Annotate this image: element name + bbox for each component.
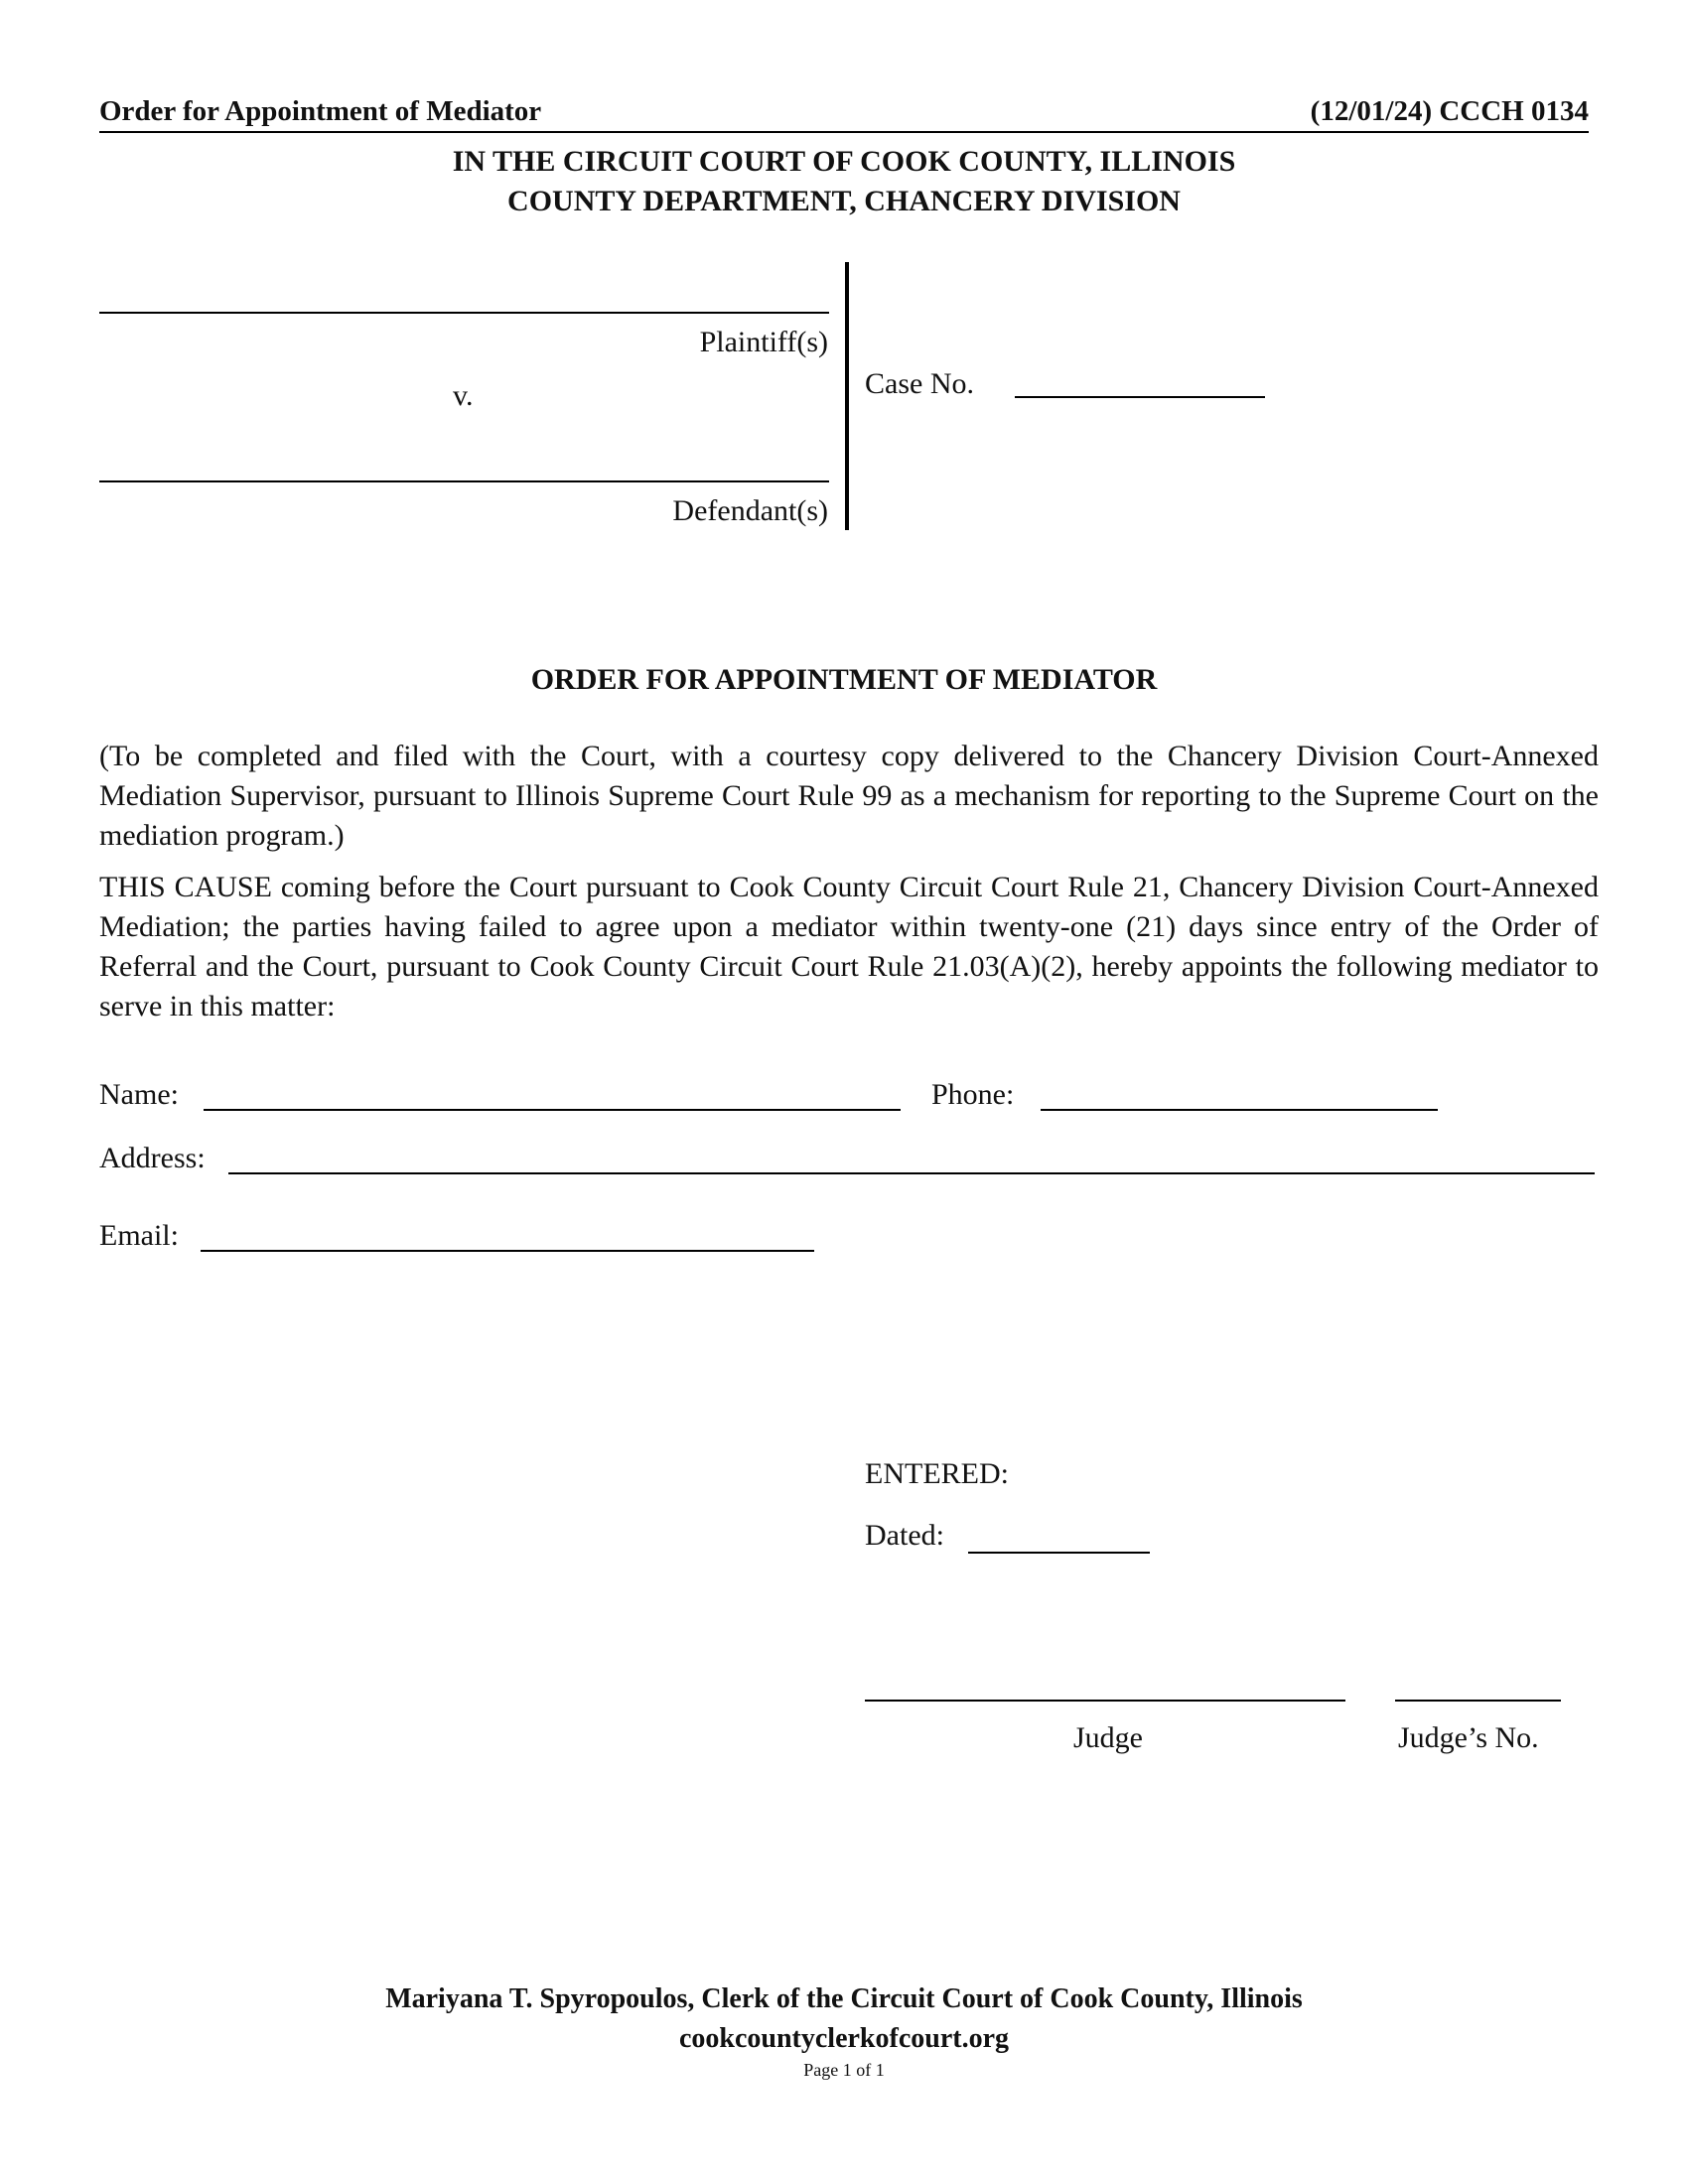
dated-field[interactable] [968,1552,1150,1554]
form-code: (12/01/24) CCCH 0134 [1310,95,1589,127]
name-field[interactable] [204,1109,901,1111]
defendant-label: Defendant(s) [672,494,828,527]
plaintiff-field[interactable] [99,312,829,314]
versus-label: v. [453,379,474,412]
order-body-paragraph: THIS CAUSE coming before the Court pursuant to Cook County Circuit Court Rule 21, Chancery Division Court-Annexed Mediation; the parties having failed to agree upon a mediator within twenty-one (21) days since entry of the Order of Referral and the Court, pursuant to Cook County Circuit Court Rule 21.03(A)(2), hereby appoints the following mediator to serve in this matter: [99,871,1599,1023]
case-number-label: Case No. [865,367,974,400]
address-field[interactable] [228,1172,1595,1174]
clerk-name: Mariyana T. Spyropoulos, Clerk of the Circuit Court of Cook County, Illinois [385,1983,1303,2014]
address-label: Address: [99,1142,206,1174]
judge-label: Judge [1073,1721,1143,1754]
phone-field[interactable] [1041,1109,1438,1111]
judge-number-line[interactable] [1395,1700,1561,1702]
instructions-paragraph: (To be completed and filed with the Court, with a courtesy copy delivered to the Chancery Division Court-Annexed Mediation Supervisor, pursuant to Illinois Supreme Court Rule 99 as a mechanism for reporting to the Supreme Court on the mediation program.) [99,740,1599,852]
order-title: ORDER FOR APPOINTMENT OF MEDIATOR [530,663,1158,696]
judge-signature-line[interactable] [865,1700,1345,1702]
name-label: Name: [99,1078,179,1111]
dated-label: Dated: [865,1519,944,1552]
page-number: Page 1 of 1 [803,2060,885,2080]
email-label: Email: [99,1219,179,1252]
defendant-field[interactable] [99,480,829,482]
clerk-website[interactable]: cookcountyclerkofcourt.org [678,2023,1010,2054]
court-division: COUNTY DEPARTMENT, CHANCERY DIVISION [507,185,1181,217]
phone-label: Phone: [931,1078,1015,1111]
header-rule [99,131,1589,133]
court-name: IN THE CIRCUIT COURT OF COOK COUNTY, ILLINOIS [452,145,1236,178]
caption-divider [845,262,849,530]
judge-number-label: Judge’s No. [1398,1721,1539,1754]
form-title: Order for Appointment of Mediator [99,95,542,127]
email-field[interactable] [201,1250,814,1252]
entered-label: ENTERED: [865,1457,1009,1490]
case-number-field[interactable] [1015,396,1265,398]
plaintiff-label: Plaintiff(s) [699,326,828,358]
